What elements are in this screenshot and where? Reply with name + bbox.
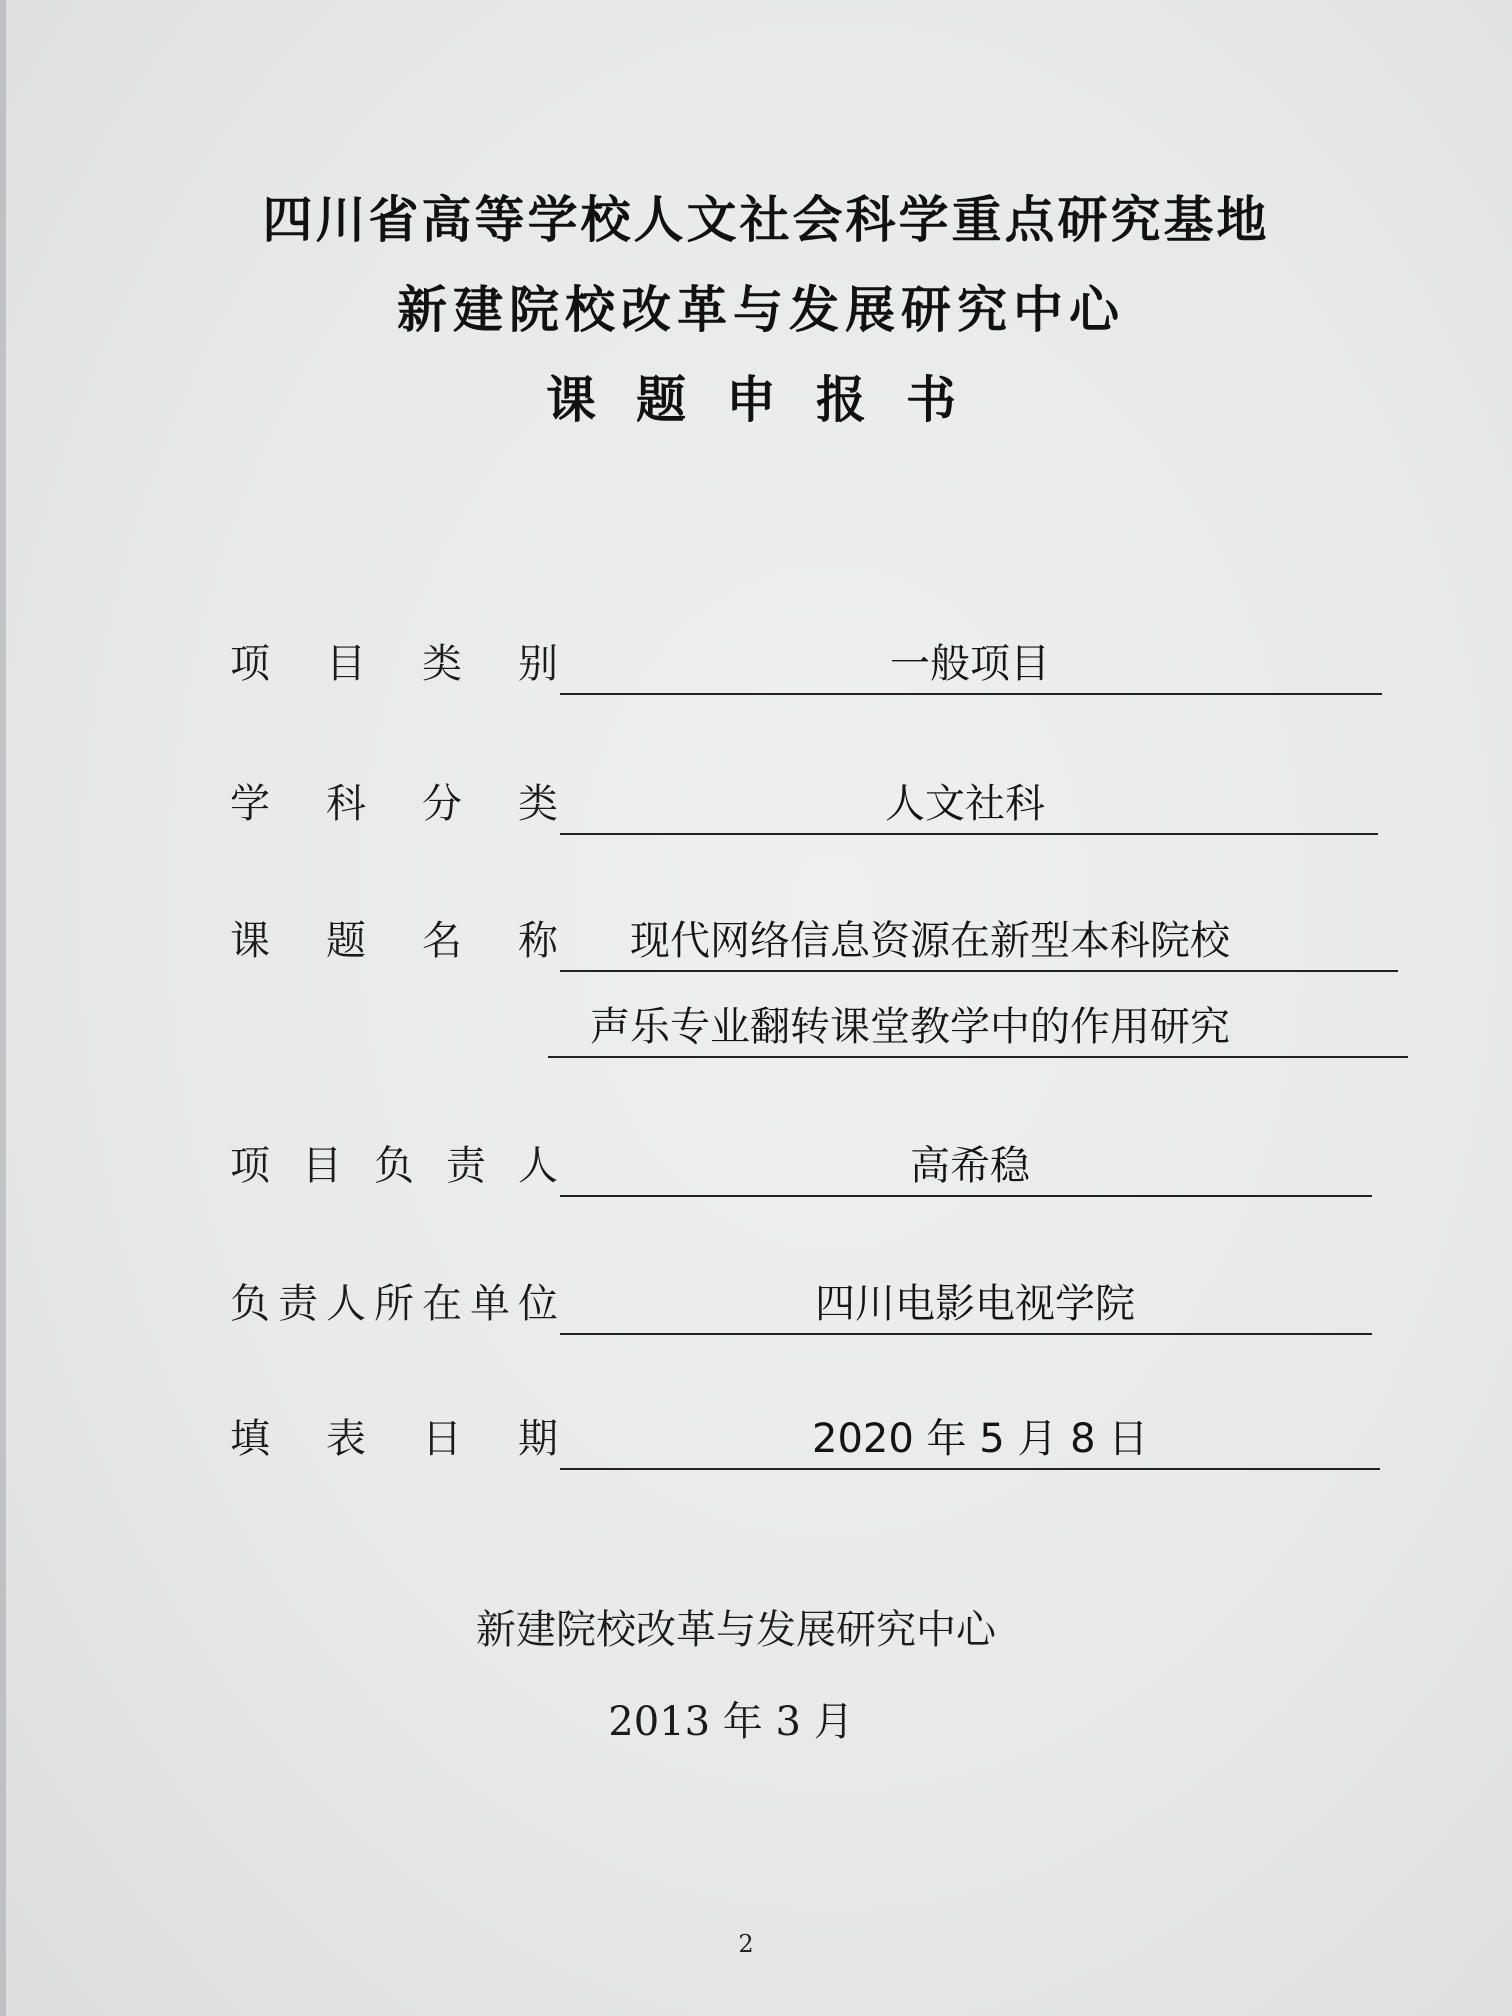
field-label: 课 题 名 称 [230, 918, 558, 964]
field-label: 负 责 人 所 在 单 位 [230, 1281, 558, 1327]
field-value: 四川电影电视学院 [815, 1281, 1135, 1327]
title-line-1: 四川省高等学校人文社会科学重点研究基地 [262, 191, 1270, 249]
field-label: 项 目 类 别 [230, 641, 558, 687]
field-value: 人文社科 [885, 781, 1045, 827]
footer-date: 2013 年 3 月 [608, 1699, 854, 1745]
title-line-3: 课题申报书 [546, 371, 996, 429]
field-value: 一般项目 [890, 641, 1050, 687]
field-value: 2020 年 5 月 8 日 [812, 1416, 1149, 1462]
field-value: 高希稳 [910, 1143, 1030, 1189]
footer-organization: 新建院校改革与发展研究中心 [476, 1607, 996, 1653]
field-label: 填 表 日 期 [230, 1416, 558, 1462]
field-label: 项 目 负 责 人 [230, 1143, 558, 1189]
field-label: 学 科 分 类 [230, 781, 558, 827]
field-value-line-2: 声乐专业翻转课堂教学中的作用研究 [590, 1004, 1230, 1050]
page-number: 2 [738, 1930, 754, 1958]
title-line-2: 新建院校改革与发展研究中心 [397, 281, 1125, 339]
field-value-line-1: 现代网络信息资源在新型本科院校 [630, 918, 1230, 964]
